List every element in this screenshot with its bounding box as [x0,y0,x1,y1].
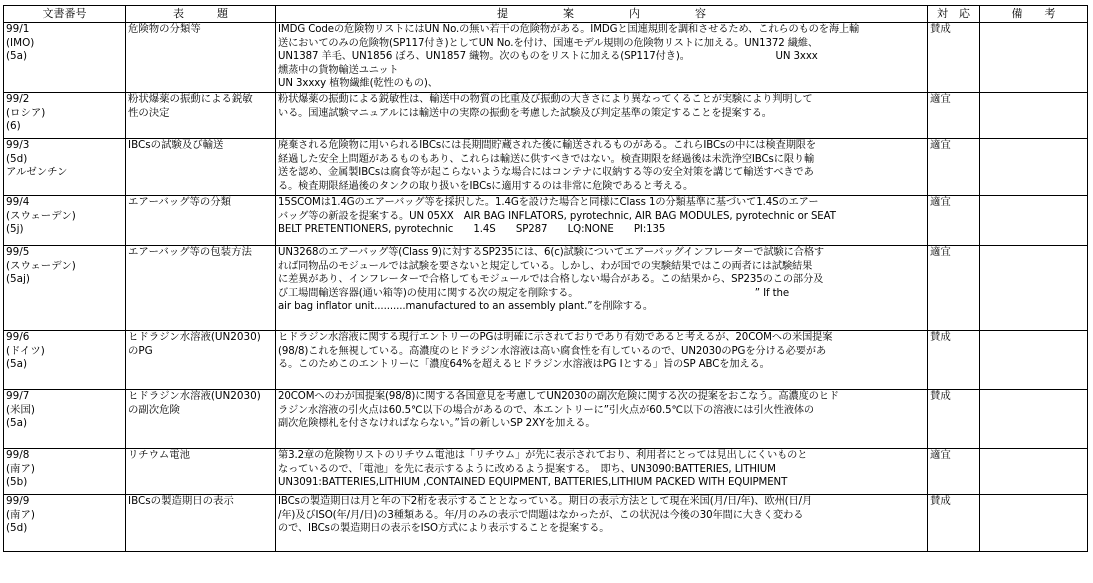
cell-doc-no-line: (5j) [6,223,24,236]
cell-doc-no-line: 99/2 [6,93,30,105]
cell-response: 賛成 [928,390,980,449]
cell-doc-no-line: (スウェーデン) [6,209,76,222]
cell-doc-no-line: アルゼンチン [6,166,68,179]
cell-proposal-line: ので、IBCsの製造期日の表示をISO方式により表示することを提案する。 [278,523,610,535]
cell-doc-no-line: (5a) [6,358,28,371]
cell-proposal-line: /年)及びISO(年/月/日)の3種類ある。年/月のみの表示で問題はなかったが、この状況は今後の30年間に大きく変わる [278,509,804,521]
cell-response: 適宜 [928,449,980,495]
header-doc-no: 文書番号 [4,6,126,23]
cell-response: 賛成 [928,331,980,390]
cell-doc-no [4,331,126,390]
cell-remarks [980,246,1088,331]
cell-proposal-line: UN3268のエアーバッグ等(Class 9)に対するSP235には、6(c)試験についてエアーバッグインフレーターで試験に合格す [278,247,824,258]
cell-remarks [980,390,1088,449]
cell-response: 賛成 [928,495,980,552]
cell-doc-no-line: 99/5 [6,246,30,258]
cell-proposal [276,246,928,331]
cell-proposal-line: る。検査期限経過後のタンクの取り扱いをIBCsに適用するのは非常に危険であると考える。 [278,180,694,192]
cell-proposal-line: バッグ等の新設を提案する。UN 05XX AIR BAG INFLATORS, pyrotechnic, AIR BAG MODULES, pyrotechnic or SEAT [278,210,836,222]
cell-proposal [276,196,928,246]
table-row [4,390,1088,449]
cell-title [126,139,276,196]
cell-doc-no-line: (5d) [6,522,28,535]
cell-doc-no-line: (ロシア) [6,106,46,119]
cell-proposal-line: いる。国連試験マニュアルには輸送中の実際の振動を考慮した試験及び判定基準の策定することを提案する。 [278,107,772,119]
cell-proposal-line: 20COMへのわが国提案(98/8)に関する各国意見を考慮してUN2030の副次危険に関する次の提案をおこなう。高濃度のヒド [278,391,839,402]
cell-doc-no-line: 99/7 [6,390,30,402]
cell-response: 適宜 [928,93,980,139]
cell-title [126,196,276,246]
cell-doc-no-line: 99/6 [6,331,30,343]
header-response: 対 応 [928,6,980,23]
cell-title-line: ヒドラジン水溶液(UN2030) [128,390,261,402]
cell-doc-no-line: 99/4 [6,196,30,208]
cell-proposal-line: 送を認め、金属製IBCsは腐食等が起こらないような場合にはコンテナに収納する等の安全対策を講じて輸送すべきであ [278,167,814,179]
cell-proposal-line: (98/8)これを無視している。高濃度のヒドラジン水溶液は高い腐食性を有しているので、UN2030のPGを分ける必要があ [278,345,827,357]
cell-title [126,390,276,449]
cell-proposal-line: 15SCOMは1.4Gのエアーバッグ等を採択した。1.4Gを設けた場合と同様にClass 1の分類基準に基づいて1.4Sのエアー [278,197,819,208]
cell-proposal-line: UN1387 羊毛、UN1856 ぼろ、UN1857 織物。次のものをリストに加える(SP117付き)。 UN 3xxx [278,51,818,63]
cell-proposal-line: 廃棄される危険物に用いられるIBCsには長期間貯蔵された後に輸送されるものがある。これらIBCsの中には検査期限を [278,140,816,151]
cell-doc-no-line: (5b) [6,476,28,489]
cell-doc-no-line: (6) [6,120,21,133]
table-row [4,196,1088,246]
cell-response: 適宜 [928,139,980,196]
cell-doc-no-line: (南ア) [6,462,35,475]
cell-remarks [980,93,1088,139]
cell-doc-no [4,93,126,139]
proposal-table [3,5,1088,552]
cell-doc-no-line: (IMO) [6,36,35,49]
cell-proposal [276,495,928,552]
cell-doc-no-line: 99/1 [6,23,30,35]
cell-doc-no [4,449,126,495]
cell-doc-no [4,139,126,196]
table-row [4,93,1088,139]
cell-proposal-line: び工場間輸送容器(通い箱等)の使用に関する次の規定を削除する。 ” If the [278,287,790,299]
header-proposal: 提 案 内 容 [276,6,928,23]
cell-proposal [276,390,928,449]
cell-title [126,449,276,495]
cell-doc-no-line: (5d) [6,152,28,165]
table-row [4,139,1088,196]
cell-title-line: の副次危険 [128,403,180,416]
cell-doc-no-line: (ドイツ) [6,344,45,357]
cell-remarks [980,449,1088,495]
cell-title-line: 粉状爆薬の振動による鋭敏 [128,93,253,105]
cell-proposal [276,23,928,93]
cell-title-line: リチウム電池 [128,449,191,461]
cell-doc-no-line: (5a) [6,50,28,63]
cell-remarks [980,23,1088,93]
cell-remarks [980,196,1088,246]
cell-doc-no [4,495,126,552]
cell-title-line: 危険物の分類等 [128,23,201,35]
cell-doc-no-line: 99/9 [6,495,30,507]
cell-doc-no [4,246,126,331]
cell-title-line: IBCsの製造期日の表示 [128,495,234,507]
cell-proposal-line: air bag inflator unit..........manufactured to an assembly plant.”を削除する。 [278,301,653,313]
table-row [4,331,1088,390]
cell-response: 賛成 [928,23,980,93]
table-row [4,23,1088,93]
cell-title-line: 性の決定 [128,106,170,119]
cell-proposal-line: UN3091:BATTERIES,LITHIUM ,CONTAINED EQUIPMENT, BATTERIES,LITHIUM PACKED WITH EQUIPMENT [278,477,788,489]
cell-title-line: のPG [128,344,153,357]
table-row [4,495,1088,552]
cell-title-line: ヒドラジン水溶液(UN2030) [128,331,261,343]
cell-doc-no-line: 99/3 [6,139,30,151]
table-row [4,449,1088,495]
cell-proposal-line: ヒドラジン水溶液に関する現行エントリーのPGは明確に示されておりであり有効であると考えるが、20COMへの米国提案 [278,332,833,343]
cell-doc-no-line: (米国) [6,403,35,416]
cell-proposal-line: 副次危険標札を付さなければならない。”旨の新しいSP 2XYを加える。 [278,418,596,430]
cell-remarks [980,495,1088,552]
cell-title [126,331,276,390]
cell-title [126,23,276,93]
cell-proposal-line: に差異があり、インフレーターで合格してもモジュールでは合格しない場合がある。この結果から、SP235のこの部分及 [278,274,824,286]
header-remarks: 備 考 [980,6,1088,23]
cell-proposal-line: UN 3xxxy 植物繊維(乾性のもの)、 [278,78,438,90]
header-title: 表 題 [126,6,276,23]
cell-proposal-line: 送においてのみの危険物(SP117付き)としてUN No.を付け、国連モデル規則の危険物リストに加える。UN1372 繊維、 [278,37,819,49]
cell-title [126,495,276,552]
cell-proposal-line: 経過した安全上問題があるものもあり、これらは輸送に供すべきではない。検査期限を経過後は未洗浄空IBCsに限り輸 [278,153,815,165]
cell-proposal-line: BELT PRETENTIONERS, pyrotechnic 1.4S SP287 LQ:NONE PI:135 [278,224,666,236]
cell-doc-no-line: (5a) [6,417,28,430]
cell-proposal [276,331,928,390]
cell-title-line: エアーバッグ等の包装方法 [128,246,252,258]
cell-doc-no [4,390,126,449]
cell-doc-no [4,23,126,93]
cell-proposal-line: る。このためこのエントリーに「濃度64%を超えるヒドラジン水溶液はPG Ⅰとする」旨のSP ABCを加える。 [278,359,770,371]
cell-proposal [276,449,928,495]
cell-proposal-line: 燻蒸中の貨物輸送ユニット [278,64,399,76]
cell-remarks [980,331,1088,390]
cell-proposal-line: 粉状爆薬の振動による鋭敏性は、輸送中の物質の比重及び振動の大きさにより異なってくることが実験により判明して [278,94,813,105]
cell-proposal-line: れば同物品のモジュールでは試験を要さないと規定している。しかし、わが国での実験結果ではこの両者には試験結果 [278,260,813,272]
cell-title [126,93,276,139]
header-row [4,6,1088,23]
cell-title [126,246,276,331]
cell-proposal-line: なっているので、「電池」を先に表示するように改めるよう提案する。 即ち、UN3090:BATTERIES, LITHIUM [278,463,776,475]
cell-doc-no-line: (スウェーデン) [6,259,76,272]
cell-proposal-line: IBCsの製造期日は月と年の下2桁を表示することとなっている。期日の表示方法として現在米国(月/日/年)、欧州(日/月 [278,496,813,507]
cell-doc-no [4,196,126,246]
cell-remarks [980,139,1088,196]
cell-title-line: エアーバッグ等の分類 [128,196,232,208]
table-row [4,246,1088,331]
table-body [4,23,1088,552]
cell-doc-no-line: 99/8 [6,449,30,461]
cell-doc-no-line: (南ア) [6,508,35,521]
cell-proposal-line: IMDG Codeの危険物リストにはUN No.の無い若干の危険物がある。IMDGと国連規則を調和させるため、これらのものを海上輸 [278,24,860,35]
cell-proposal [276,93,928,139]
cell-response: 適宜 [928,196,980,246]
cell-response: 適宜 [928,246,980,331]
cell-title-line: IBCsの試験及び輸送 [128,139,224,151]
cell-proposal [276,139,928,196]
cell-proposal-line: ラジン水溶液の引火点は60.5℃以下の場合があるので、本エントリーに”引火点が60.5℃以下の溶液には引火性液体の [278,404,814,416]
cell-doc-no-line: (5aj) [6,273,30,286]
cell-proposal-line: 第3.2章の危険物リストのリチウム電池は「リチウム」が先に表示されており、利用者にとっては見出しにくいものと [278,450,808,461]
